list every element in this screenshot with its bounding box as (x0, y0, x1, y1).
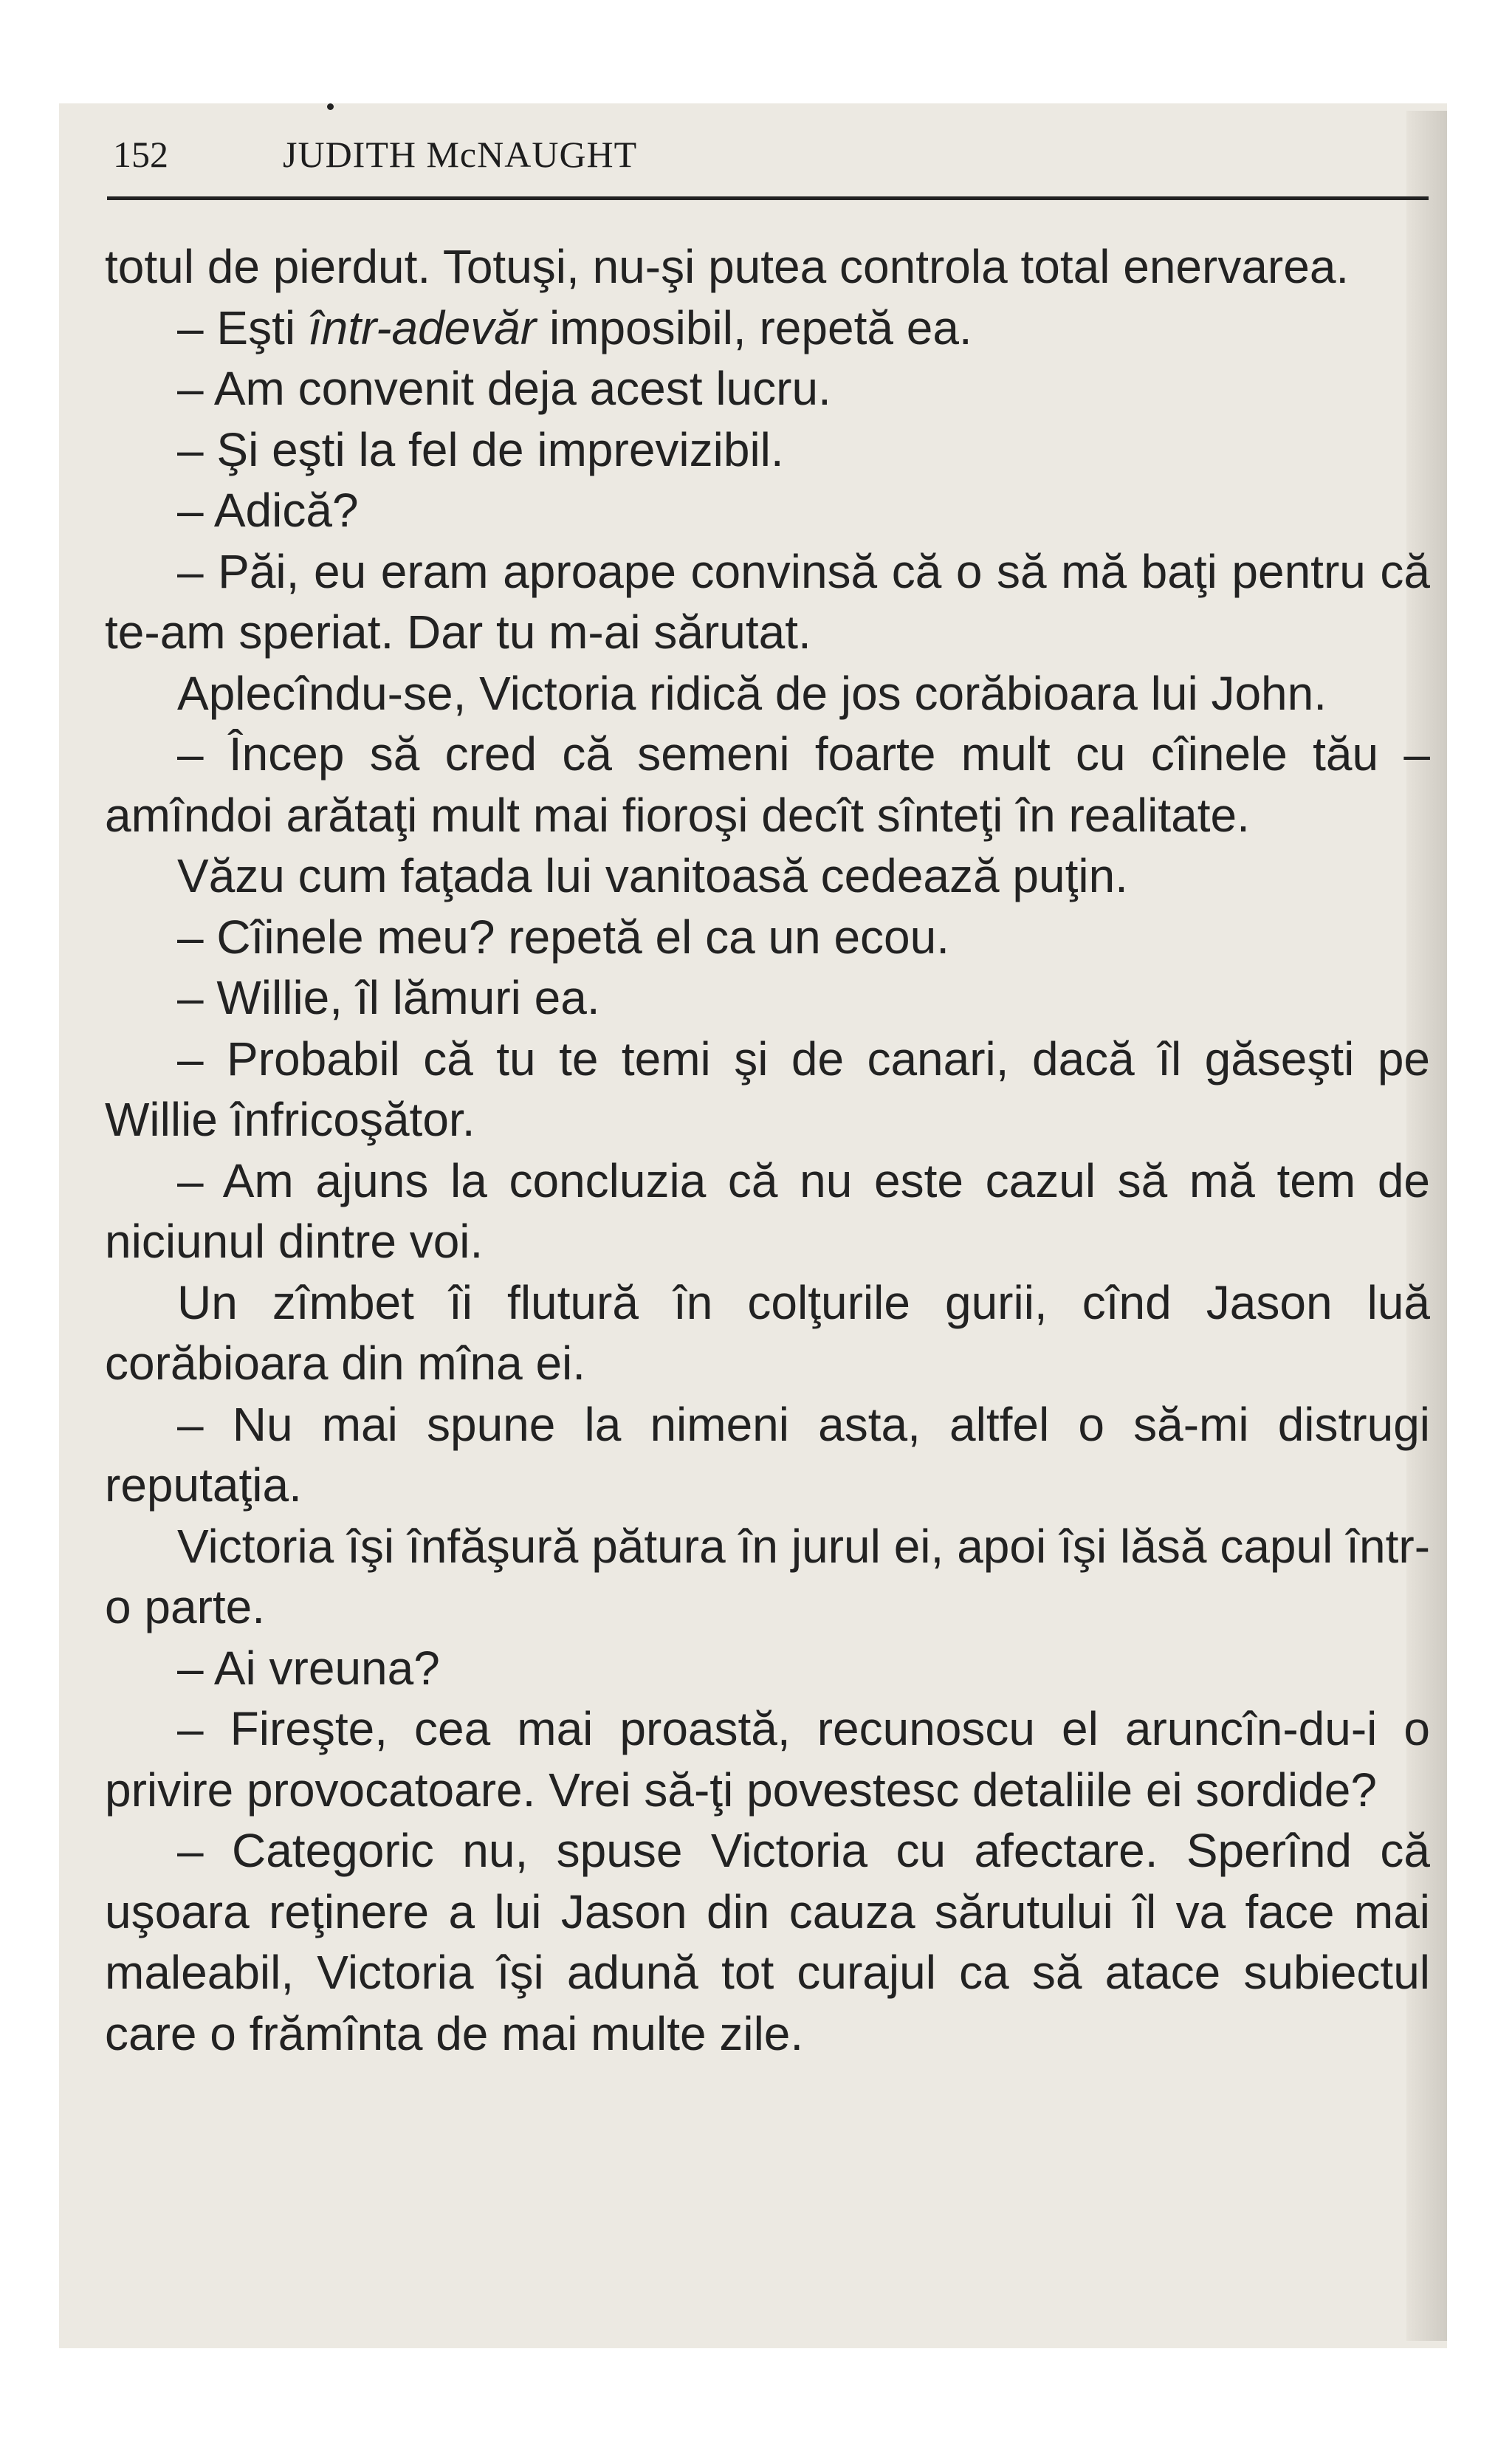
header-rule (107, 196, 1429, 200)
paragraph: – Şi eşti la fel de imprevizibil. (177, 422, 784, 476)
paragraph: Un zîmbet îi flutură în colţurile gurii, cînd Jason luă corăbioara din mîna ei. (105, 1275, 1430, 1390)
paragraph: Aplecîndu-se, Victoria ridică de jos corăbioara lui John. (177, 666, 1327, 720)
paragraph: – Am ajuns la concluzia că nu este cazul să mă tem de niciunul dintre voi. (105, 1153, 1430, 1268)
page-number: 152 (113, 134, 168, 175)
paragraph: – Cîinele meu? repetă el ca un ecou. (177, 910, 949, 964)
emphasis: într-adevăr (308, 301, 537, 354)
paragraph: Victoria îşi înfăşură pătura în jurul ei, apoi îşi lăsă capul într-o parte. (105, 1519, 1430, 1633)
paragraph: Văzu cum faţada lui vanitoasă cedează puţin. (177, 849, 1128, 902)
paragraph: – Am convenit deja acest lucru. (177, 362, 831, 415)
body-text (105, 236, 1430, 2064)
paragraph: – Nu mai spune la nimeni asta, altfel o să-mi distrugi reputaţia. (105, 1397, 1430, 1512)
paragraph: – Probabil că tu te temi şi de canari, dacă îl găseşti pe Willie înfricoşător. (105, 1032, 1430, 1146)
paragraph: – Eşti într-adevăr imposibil, repetă ea. (177, 301, 972, 354)
paragraph: – Adică? (177, 484, 359, 537)
paragraph: – Categoric nu, spuse Victoria cu afectare. Sperînd că uşoara reţinere a lui Jason din cauza sărutului îl va face mai maleabil, Victoria îşi adună tot curajul ca să atace subiectul care o frămînta de mai multe zile. (105, 1824, 1430, 2060)
page-header (107, 126, 1429, 177)
paragraph: – Încep să cred că semeni foarte mult cu cîinele tău – amîndoi arătaţi mult mai fioroşi decît sînteţi în realitate. (105, 727, 1430, 842)
paragraph: totul de pierdut. Totuşi, nu-şi putea controla total enervarea. (105, 240, 1350, 293)
ink-speck (327, 103, 334, 110)
paragraph: – Fireşte, cea mai proastă, recunoscu el aruncîn-du-i o privire provocatoare. Vrei să-ţi povestesc detaliile ei sordide? (105, 1702, 1430, 1817)
paragraph: – Willie, îl lămuri ea. (177, 971, 600, 1024)
paragraph: – Păi, eu eram aproape convinsă că o să mă baţi pentru că te-am speriat. Dar tu m-ai sărutat. (105, 544, 1430, 659)
running-title: JUDITH McNAUGHT (283, 134, 638, 175)
paragraph: – Ai vreuna? (177, 1641, 440, 1695)
